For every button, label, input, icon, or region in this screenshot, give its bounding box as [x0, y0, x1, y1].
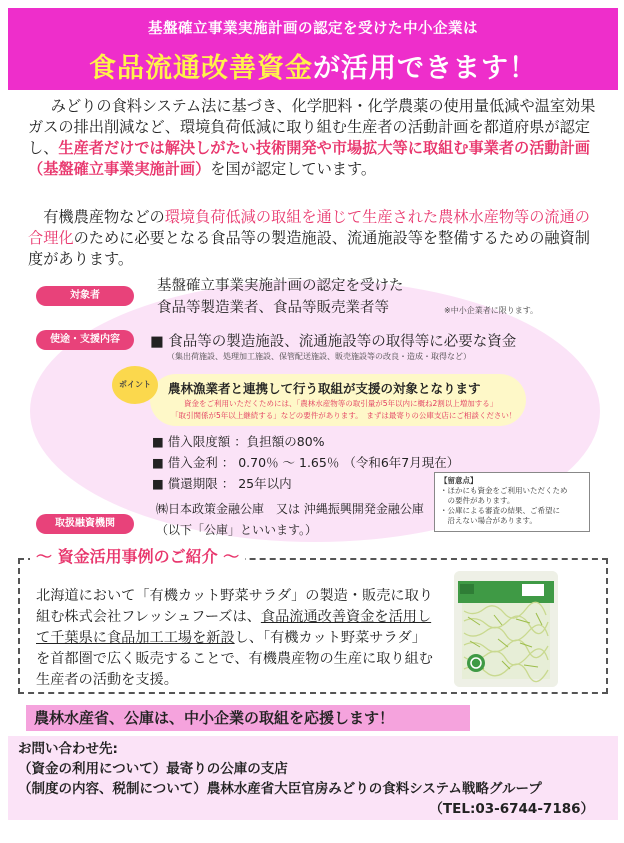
- contact-line-1: （資金の利用について）最寄りの公庫の支店: [18, 761, 288, 777]
- tag-target: 対象者: [36, 286, 134, 306]
- term-rate: ■ 借入金利 ： 0.70％ ～ 1.65％ （令和6年7月現在）: [152, 455, 460, 470]
- case-title: ～ 資金活用事例のご紹介 ～: [30, 544, 245, 567]
- case-text-b: 食品流通改善資金を活用して千葉県に食品加工工場を新設: [36, 609, 432, 646]
- contact-box: [8, 736, 618, 820]
- term-period: ■ 償還期限 ： 25年以内: [152, 476, 292, 491]
- point-note-1: 資金をご利用いただくためには、「農林水産物等の取引量が5年以内に概ね2割以上増加する」: [184, 399, 498, 408]
- product-photo: [454, 571, 558, 687]
- intro-paragraph-2: [28, 207, 602, 270]
- contact-tel: （TEL:03-6744-7186）: [429, 801, 594, 817]
- header-title: [8, 46, 618, 85]
- contact-title: お問い合わせ先:: [18, 741, 118, 757]
- point-note-2: 「取引関係が5年以上継続する」などの要件があります。 まずは最寄りの公庫支店にご相談ください！: [171, 411, 517, 420]
- use-main: ■ 食品等の製造施設、流通施設等の取得等に必要な資金: [150, 334, 517, 350]
- header-subtitle: 基盤確立事業実施計画の認定を受けた中小企業は: [148, 21, 478, 37]
- salad-package-image: [454, 571, 558, 687]
- target-line-1: 基盤確立事業実施計画の認定を受けた: [157, 278, 404, 294]
- notes-item: ・公庫による審査の結果、ご希望に: [440, 506, 560, 515]
- intro-p1-c: を国が認定しています。: [210, 160, 377, 178]
- intro-p2-c: のために必要となる食品等の製造施設、流通施設等を整備するための融資制度があります。: [28, 229, 590, 268]
- intro-p1-a: みどりの食料システム法に基づき、化学肥料・化学農薬の使用量低減や温室効果ガスの排出削減など、環境負荷低減に取り組む生産者の活動計画を都道府県が認定し、: [28, 97, 596, 157]
- notes-item: の要件があります。: [440, 496, 515, 505]
- target-note: ※中小企業者に限ります。: [444, 306, 539, 315]
- notes-title: 【留意点】: [440, 476, 478, 485]
- notes-box: [434, 472, 590, 532]
- header-title-rest: が活用できます！: [313, 53, 537, 84]
- intro-p1-b: 生産者だけでは解決しがたい技術開発や市場拡大等に取組む事業者の活動計画（基盤確立事業実施計画）: [28, 139, 590, 178]
- point-title: 農林漁業者と連携して行う取組が支援の対象となります: [168, 381, 481, 396]
- term-limit: ■ 借入限度額 ：負担額の80%: [152, 434, 325, 449]
- notes-item: ・ほかにも資金をご利用いただくため: [440, 486, 568, 495]
- intro-paragraph-1: [28, 96, 602, 180]
- support-banner: 農林水産省、公庫は、中小企業の取組を応援します！: [26, 705, 470, 731]
- case-text: [36, 586, 436, 691]
- target-line-2: 食品等製造業者、食品等販売業者等: [157, 300, 389, 316]
- use-sub: （集出荷施設、処理加工施設、保管配送施設、販売施設等の改良・造成・取得など）: [167, 352, 471, 361]
- header-title-highlight: 食品流通改善資金: [89, 53, 313, 84]
- lender-line-2: （以下「公庫」といいます。）: [156, 523, 318, 537]
- notes-item: 沿えない場合があります。: [440, 516, 537, 525]
- lender-line-1: ㈱日本政策金融公庫 又は 沖縄振興開発金融公庫: [156, 502, 424, 516]
- case-text-a: 北海道において「有機カット野菜サラダ」の製造・販売に取り組む株式会社フレッシュフーズは、: [36, 588, 433, 625]
- case-text-c: し、「有機カット野菜サラダ」を首都圏で広く販売することで、有機農産物の生産に取り組む生産者の活動を支援。: [36, 630, 433, 688]
- intro-p2-b: 環境負荷低減の取組を通じて生産された農林水産物等の流通の合理化: [28, 208, 590, 247]
- intro-p2-a: 有機農産物などの: [43, 208, 165, 226]
- tag-use: 使途・支援内容: [36, 330, 134, 350]
- header-banner: [8, 8, 618, 90]
- point-badge: ポイント: [112, 366, 158, 404]
- contact-line-2: （制度の内容、税制について）農林水産省大臣官房みどりの食料システム戦略グループ: [18, 781, 542, 797]
- tag-lender: 取扱融資機関: [36, 514, 134, 534]
